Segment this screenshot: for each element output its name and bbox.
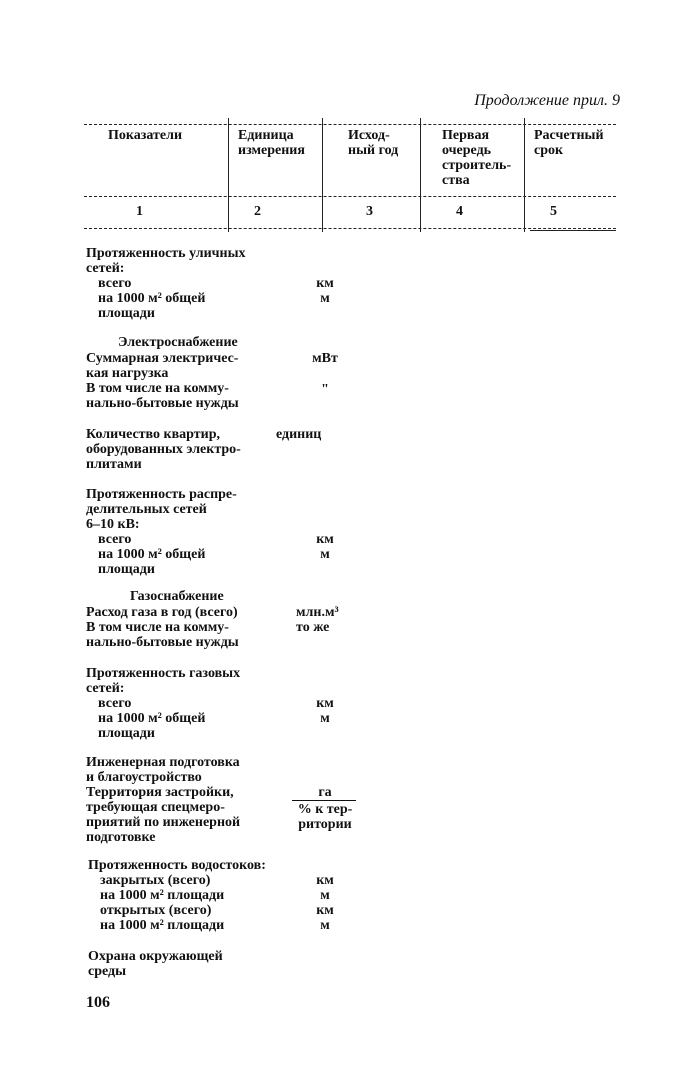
territory-unit-numerator: га	[318, 785, 332, 800]
unit-value: км	[316, 873, 334, 888]
fraction-bar	[292, 800, 356, 801]
row-label: площади	[98, 306, 155, 321]
distribution-network-block	[86, 487, 237, 577]
header-first-stage	[442, 128, 511, 188]
electric-stoves-block	[86, 427, 241, 472]
row-label: площади	[98, 726, 155, 741]
row-label: оборудованных электро-	[86, 442, 241, 457]
header-line: Исход-	[348, 128, 390, 143]
row-label: на 1000 м² площади	[100, 888, 225, 903]
header-line: измерения	[238, 143, 305, 158]
header-bottom-rule	[84, 228, 616, 229]
unit-value: % к тер-	[297, 802, 353, 817]
section-title-environment: среды	[88, 964, 127, 979]
header-rule-tail	[530, 230, 616, 231]
section-title-gas: Газоснабжение	[130, 589, 224, 604]
header-middle-rule	[84, 196, 616, 197]
environment-block	[88, 949, 223, 979]
row-label: подготовке	[86, 830, 156, 845]
header-line: Единица	[238, 128, 294, 143]
row-label: на 1000 м² общей	[98, 291, 206, 306]
header-line: Расчетный	[534, 128, 604, 143]
row-label: Протяженность водостоков:	[88, 858, 266, 873]
row-label: нально-бытовые нужды	[86, 396, 239, 411]
unit-value: м	[320, 291, 330, 306]
electric-load-block	[86, 351, 239, 411]
unit-value: км	[316, 903, 334, 918]
column-divider	[228, 118, 229, 232]
territory-unit-denominator	[290, 802, 360, 832]
row-label: Протяженность уличных	[86, 246, 246, 261]
row-label: Расход газа в год (всего)	[86, 605, 238, 620]
row-label: на 1000 м² общей	[98, 711, 206, 726]
ditto-mark: "	[321, 382, 329, 397]
row-label: на 1000 м² общей	[98, 547, 206, 562]
row-label: Территория застройки,	[86, 785, 234, 800]
column-divider	[322, 118, 323, 232]
header-line: строитель-	[442, 158, 512, 173]
unit-value: м	[320, 711, 330, 726]
header-unit	[238, 128, 305, 158]
column-divider	[524, 118, 525, 232]
gas-use-unit: млн.м³	[296, 605, 339, 620]
row-label: Количество квартир,	[86, 427, 220, 442]
row-label: Протяженность газовых	[86, 666, 241, 681]
row-label: всего	[98, 276, 132, 291]
row-label: В том числе на комму-	[86, 381, 229, 396]
appendix-caption: Продолжение прил. 9	[474, 92, 620, 109]
page-number: 106	[86, 994, 110, 1011]
header-indicators	[108, 128, 182, 143]
drainage-block	[88, 858, 266, 933]
row-label: всего	[98, 696, 132, 711]
row-label: кая нагрузка	[86, 366, 169, 381]
header-line: срок	[534, 143, 564, 158]
header-top-rule	[84, 124, 616, 125]
table-header	[84, 118, 616, 232]
unit-value: км	[316, 532, 334, 547]
row-label: В том числе на комму-	[86, 620, 229, 635]
column-number: 1	[136, 204, 143, 219]
engineering-block	[86, 755, 240, 845]
row-label: делительных сетей	[86, 502, 207, 517]
row-label: плитами	[86, 457, 142, 472]
row-label: на 1000 м² площади	[100, 918, 225, 933]
row-label: Суммарная электричес-	[86, 351, 239, 366]
row-label: требующая спецмеро-	[86, 800, 225, 815]
row-label: приятий по инженерной	[86, 815, 241, 830]
unit-value: км	[316, 276, 334, 291]
street-network-block	[86, 246, 246, 321]
header-design-term	[534, 128, 604, 158]
electric-load-unit: мВт	[312, 351, 338, 366]
column-number: 3	[366, 204, 373, 219]
section-title-engineering: Инженерная подготовка	[86, 755, 240, 770]
gas-network-units	[300, 696, 350, 726]
section-title-environment: Охрана окружающей	[88, 949, 223, 964]
column-number: 5	[550, 204, 557, 219]
unit-value: м	[320, 888, 330, 903]
row-label: всего	[98, 532, 132, 547]
row-label: закрытых (всего)	[100, 873, 211, 888]
header-line: ный год	[348, 143, 399, 158]
header-base-year	[348, 128, 398, 158]
row-label: Протяженность распре-	[86, 487, 237, 502]
column-number: 2	[254, 204, 261, 219]
unit-value: м	[320, 547, 330, 562]
header-line: Показатели	[108, 128, 183, 143]
drainage-units	[300, 873, 350, 933]
flats-unit: единиц	[276, 427, 322, 442]
unit-value: ритории	[298, 817, 352, 832]
row-label: сетей:	[86, 681, 125, 696]
row-label: 6–10 кВ:	[86, 517, 140, 532]
row-label: нально-бытовые нужды	[86, 635, 239, 650]
unit-value: км	[316, 696, 334, 711]
header-line: Первая	[442, 128, 490, 143]
column-divider	[420, 118, 421, 232]
row-label: открытых (всего)	[100, 903, 212, 918]
gas-network-block	[86, 666, 240, 741]
column-number: 4	[456, 204, 463, 219]
section-title-engineering: и благоустройство	[86, 770, 202, 785]
row-label: площади	[98, 562, 155, 577]
gas-use-block	[86, 605, 239, 650]
section-title-electricity: Электроснабжение	[118, 335, 238, 350]
distribution-units	[300, 532, 350, 562]
unit-value: м	[320, 918, 330, 933]
row-label: сетей:	[86, 261, 125, 276]
header-line: очередь	[442, 143, 492, 158]
header-line: ства	[442, 173, 470, 188]
street-units	[300, 276, 350, 306]
same-unit-note: то же	[296, 620, 330, 635]
